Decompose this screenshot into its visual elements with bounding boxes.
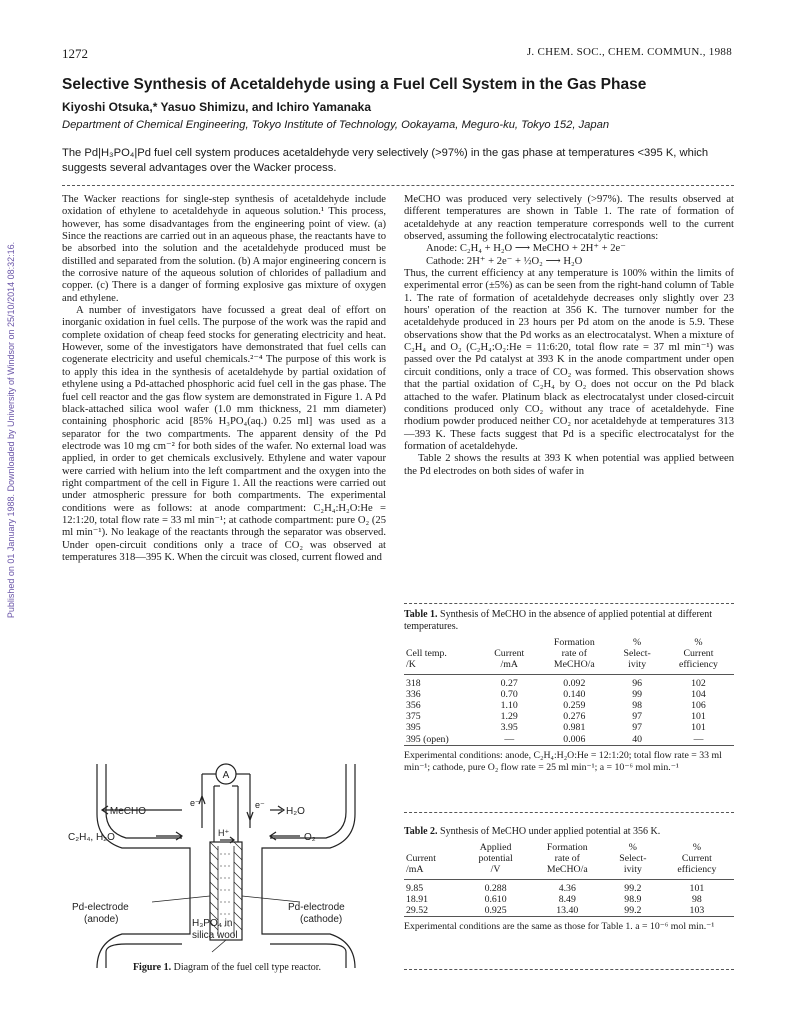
table-cell: 0.276	[563, 711, 586, 723]
table-cell: 0.006	[563, 733, 586, 745]
author-list: Kiyoshi Otsuka,* Yasuo Shimizu, and Ichiro Yamanaka	[62, 100, 371, 114]
column-header-line: %	[692, 842, 701, 853]
table-cell: 9.85	[406, 882, 424, 894]
table-2	[404, 826, 734, 933]
column-header-line: /mA	[500, 659, 518, 671]
equation-cathode: Cathode: 2H⁺ + 2e⁻ + ½O₂ ⟶ H₂O	[426, 255, 583, 267]
column-header-line: Applied	[479, 842, 512, 853]
figure-1-label: Figure 1.	[132, 962, 172, 973]
abstract-divider	[62, 185, 734, 186]
column-header-line: %	[633, 637, 642, 648]
table-cell: 98	[692, 893, 702, 905]
table-cell: 395	[406, 722, 421, 734]
table-cell: 0.140	[563, 688, 586, 700]
column-header-line: /V	[490, 864, 501, 876]
table1-top-rule	[404, 603, 734, 604]
abstract: The Pd|H₃PO₄|Pd fuel cell system produces acetaldehyde very selectively (>97%) in the gas phase at temperatures <395 K, which suggests several advantages over the Wacker process.	[62, 147, 709, 174]
table-row	[404, 711, 734, 722]
column-header	[663, 637, 734, 674]
table-2-footnote: Experimental conditions are the same as those for Table 1. a = 10⁻⁶ mol min.⁻¹	[404, 921, 715, 933]
table-2-bottom-rule	[404, 916, 734, 917]
column-header-line: efficiency	[678, 659, 718, 671]
cathode-housing	[262, 764, 355, 968]
column-header-line: efficiency	[677, 864, 717, 876]
table-1-caption	[404, 609, 734, 633]
table-cell: —	[504, 733, 515, 745]
column-header-line: rate of	[554, 853, 580, 865]
table-row	[404, 879, 734, 894]
table-cell: 1.29	[500, 711, 518, 723]
h2o-label: H₂O	[286, 806, 305, 817]
table-cell: 13.40	[556, 905, 579, 917]
table-cell: 0.610	[484, 893, 507, 905]
article-title: Selective Synthesis of Acetaldehyde using a Fuel Cell System in the Gas Phase	[62, 76, 647, 93]
paragraph: MeCHO was produced very selectively (>97%). The results observed at different temperatures are shown in Table 1. The rate of formation of acetaldehyde at any reaction temperature corresponds well to the current observed, assuming the following electrocatalytic reactions:	[404, 194, 734, 243]
table-cell: 99.2	[624, 882, 642, 894]
column-header-line: Select-	[619, 853, 647, 865]
table-cell: —	[693, 733, 704, 745]
table-cell: 0.925	[484, 905, 507, 917]
table-row	[404, 689, 734, 700]
column-header	[463, 842, 529, 879]
mecho-label: MeCHO	[109, 806, 146, 817]
pd-cathode-label: Pd-electrode	[288, 902, 345, 913]
acid-label: H₃PO₄ in	[192, 918, 233, 929]
column-header-line: MeCHO/a	[553, 659, 595, 671]
table-cell: 98	[632, 700, 643, 712]
table-1-caption-text: Synthesis of MeCHO in the absence of applied potential at different temperatures.	[404, 609, 712, 632]
column-header-line: Select-	[623, 648, 651, 660]
table-cell: 99	[632, 688, 643, 700]
column-header-line: %	[628, 842, 637, 853]
left-column	[62, 194, 386, 564]
fuel-cell-diagram	[62, 756, 390, 974]
paragraph: The Wacker reactions for single-step synthesis of acetaldehyde include oxidation of ethylene to acetaldehyde in aqueous solution.¹ This process, however, has some disadvantages from the engineering point of view. (a) Since the reactions are carried out in an aqueous phase, the reactants have to be absorbed into the solution and the acetaldehyde produced must be distilled and separated from the solution. (b) A major engineering concern is the corrosive nature of the aqueous solution of chlorides of palladium and copper. (c) There is a danger of forming explosive gas mixture of oxygen and ethylene.	[62, 194, 386, 304]
table-row	[404, 734, 734, 745]
table-2-caption-text: Synthesis of MeCHO under applied potential at 356 K.	[440, 826, 661, 837]
table-cell: 97	[632, 722, 643, 734]
table-2-caption	[404, 826, 734, 838]
column-header-line: Current	[494, 648, 525, 660]
table-cell: 98.9	[624, 893, 642, 905]
table-cell: 101	[691, 722, 706, 734]
column-header	[611, 637, 663, 674]
anode-housing-inner	[106, 764, 182, 838]
column-header-line: potential	[478, 853, 513, 865]
right-column	[404, 194, 734, 478]
table-cell: 0.70	[500, 688, 518, 700]
table-cell: 0.981	[563, 722, 586, 734]
table-1-grid	[404, 637, 734, 745]
table-cell: 318	[406, 677, 421, 689]
column-header-line: Formation	[546, 842, 588, 853]
acid-pointer	[212, 940, 226, 952]
table-1-footnote: Experimental conditions: anode, C₂H₄:H₂O:He = 12:1:20; total flow rate = 33 ml min⁻¹; cathode, pure O₂ flow rate = 25 ml min⁻¹; a = 10⁻⁶ mol min.⁻¹	[404, 749, 722, 773]
running-header	[62, 46, 732, 64]
table-row	[404, 700, 734, 711]
table-cell: 96	[632, 677, 643, 689]
table-cell: 4.36	[558, 882, 576, 894]
ammeter-label: A	[222, 770, 230, 781]
download-watermark	[4, 210, 18, 650]
column-header	[606, 842, 660, 879]
o2-label: O₂	[304, 832, 316, 843]
table-cell: 29.52	[406, 905, 429, 917]
figure-1	[62, 756, 390, 974]
table-1	[404, 609, 734, 773]
figure-1-caption	[62, 962, 392, 973]
cathode-label: (cathode)	[300, 914, 343, 925]
table-cell: 102	[691, 677, 706, 689]
column-header-line: Current	[406, 853, 436, 865]
column-header-line: /K	[406, 659, 416, 671]
column-header-line: Current	[681, 853, 712, 865]
electron-label-right: e⁻	[255, 800, 265, 810]
table-cell: 8.49	[558, 893, 576, 905]
table-cell: 104	[691, 688, 706, 700]
pd-anode-label: Pd-electrode	[72, 902, 129, 913]
page-number: 1272	[62, 46, 88, 61]
table-cell: 99.2	[624, 905, 642, 917]
figure-1-caption-text: Diagram of the fuel cell type reactor.	[173, 962, 322, 973]
table-row	[404, 894, 734, 905]
table-row	[404, 905, 734, 916]
cathode-housing-inner	[270, 764, 346, 838]
table2-top-rule	[404, 812, 734, 813]
table-cell: 103	[689, 905, 705, 917]
anode-label: (anode)	[84, 914, 119, 925]
table-1-label: Table 1.	[404, 609, 438, 620]
table-cell: 0.288	[484, 882, 507, 894]
table-cell: 0.27	[500, 677, 518, 689]
table-cell: 101	[691, 711, 706, 723]
anode-housing	[97, 764, 190, 968]
table-row	[404, 674, 734, 689]
column-header	[537, 637, 611, 674]
column-header-line: %	[694, 637, 703, 648]
paragraph: A number of investigators have focussed a great deal of effort on inorganic oxidation in fuel cells. The purpose of the work was the rapid and complete oxidation of cheap feed stocks for generating electricity and heat. However, some of the investigators have demonstrated that fuel cells can cogenerate electricity and useful chemicals.²⁻⁴ The purpose of this work is to apply this idea in the synthesis of acetaldehyde by partial oxidation of ethylene using a Pd-attached phosphoric acid fuel cell in the gas phase. The fuel cell reactor and the gas flow system are demonstrated in Figure 1. A Pd black-attached silica wool wafer (1.0 mm thickness, 21 mm diameter) containing phosphoric acid [85% H₃PO₄(aq.) 0.25 ml] was used as a separator for the two compartments. The apparent density of the Pd electrode was 10 mg cm⁻² for both sides of the wafer. No external load was applied, in order to get chemicals exclusively. Ethylene and water vapour were carried with helium into the left compartment and the oxygen into the right compartment of the cell in Figure 1. All the reactions were carried out under atmospheric pressure for both compartments. The experimental conditions were as follows: at anode compartment: C₂H₄:H₂O:He = 12:1:20, total flow rate = 33 ml min⁻¹; at cathode compartment: pure O₂ (25 ml min⁻¹). No leakage of the reactants through the separator was observed. Under open-circuit conditions only a trace of CO₂ was observed at temperatures 318—395 K. When the circuit was closed, current flowed and	[62, 305, 386, 563]
affiliation: Department of Chemical Engineering, Tokyo Institute of Technology, Ookayama, Meguro-ku, Tokyo 152, Japan	[62, 119, 610, 131]
electron-label-left: e⁻	[190, 798, 200, 808]
wool-label: silica wool	[192, 930, 238, 941]
equation-anode: Anode: C₂H₄ + H₂O ⟶ MeCHO + 2H⁺ + 2e⁻	[426, 243, 626, 255]
table-row	[404, 722, 734, 733]
column-header-line: Cell temp.	[406, 648, 447, 660]
table-cell: 375	[406, 711, 421, 723]
reactant-label: C₂H₄, H₂O	[68, 832, 115, 843]
download-note-text: Published on 01 January 1988. Downloaded by University of Windsor on 25/10/2014 08:32:16.	[6, 241, 16, 619]
column-header-line: ivity	[623, 864, 642, 876]
column-header-line: Current	[683, 648, 714, 660]
table-1-bottom-rule	[404, 745, 734, 746]
journal-name: J. CHEM. SOC., CHEM. COMMUN., 1988	[526, 46, 732, 58]
table-cell: 336	[406, 688, 421, 700]
column-header	[404, 637, 481, 674]
table2-end-rule	[404, 969, 734, 970]
column-header-line: ivity	[628, 659, 647, 671]
anode-pointer	[152, 896, 210, 902]
table-cell: 101	[689, 882, 705, 894]
table-cell: 0.259	[563, 700, 586, 712]
table-cell: 106	[691, 700, 706, 712]
proton-label: H⁺	[218, 828, 230, 838]
table-cell: 40	[632, 733, 643, 745]
column-header	[529, 842, 606, 879]
column-header	[660, 842, 734, 879]
column-header-line: Formation	[553, 637, 595, 648]
table-cell: 395 (open)	[406, 733, 449, 745]
table-2-grid	[404, 842, 734, 916]
table-cell: 0.092	[563, 677, 586, 689]
column-header-line: MeCHO/a	[546, 864, 588, 876]
table-cell: 97	[632, 711, 643, 723]
table-cell: 1.10	[500, 700, 518, 712]
paragraph: Table 2 shows the results at 393 K when potential was applied between the Pd electrodes on both sides of wafer in	[404, 453, 734, 477]
table-cell: 3.95	[500, 722, 518, 734]
paragraph: Thus, the current efficiency at any temperature is 100% within the limits of experimental error (±5%) as can be seen from the right-hand column of Table 1. The rate of formation of acetaldehyde decreases only slightly over 23 hours' operation of the reaction at 356 K. The turnover number for the acetaldehyde produced in 23 hours per Pd atom on the anode is 5.9. These observations show that the Pd works as an electrocatalyst. When a mixture of C₂H₄ and O₂ (C₂H₄:O₂:He = 11:6:20, total flow rate = 37 ml min⁻¹) was passed over the Pd catalyst at 393 K in the anode compartment under open circuit conditions, only a trace of CO₂ was formed. This observation shows that the partial oxidation of C₂H₄ by O₂ does not occur on the Pd black attached to the wafer. Platinum black as electrocatalyst under closed-circuit conditions produced only CO₂ without any trace of acetaldehyde. Fine rhodium powder produced neither CO₂ nor acetaldehyde at temperatures 313—393 K. These facts suggest that Pd is a specific electrocatalyst for the formation of acetaldehyde.	[404, 268, 734, 452]
column-header-line: rate of	[561, 648, 587, 660]
column-header	[404, 842, 463, 879]
table-cell: 18.91	[406, 893, 429, 905]
table-2-label: Table 2.	[404, 826, 438, 837]
table-cell: 356	[406, 700, 421, 712]
column-header	[481, 637, 537, 674]
column-header-line: /mA	[406, 864, 424, 876]
